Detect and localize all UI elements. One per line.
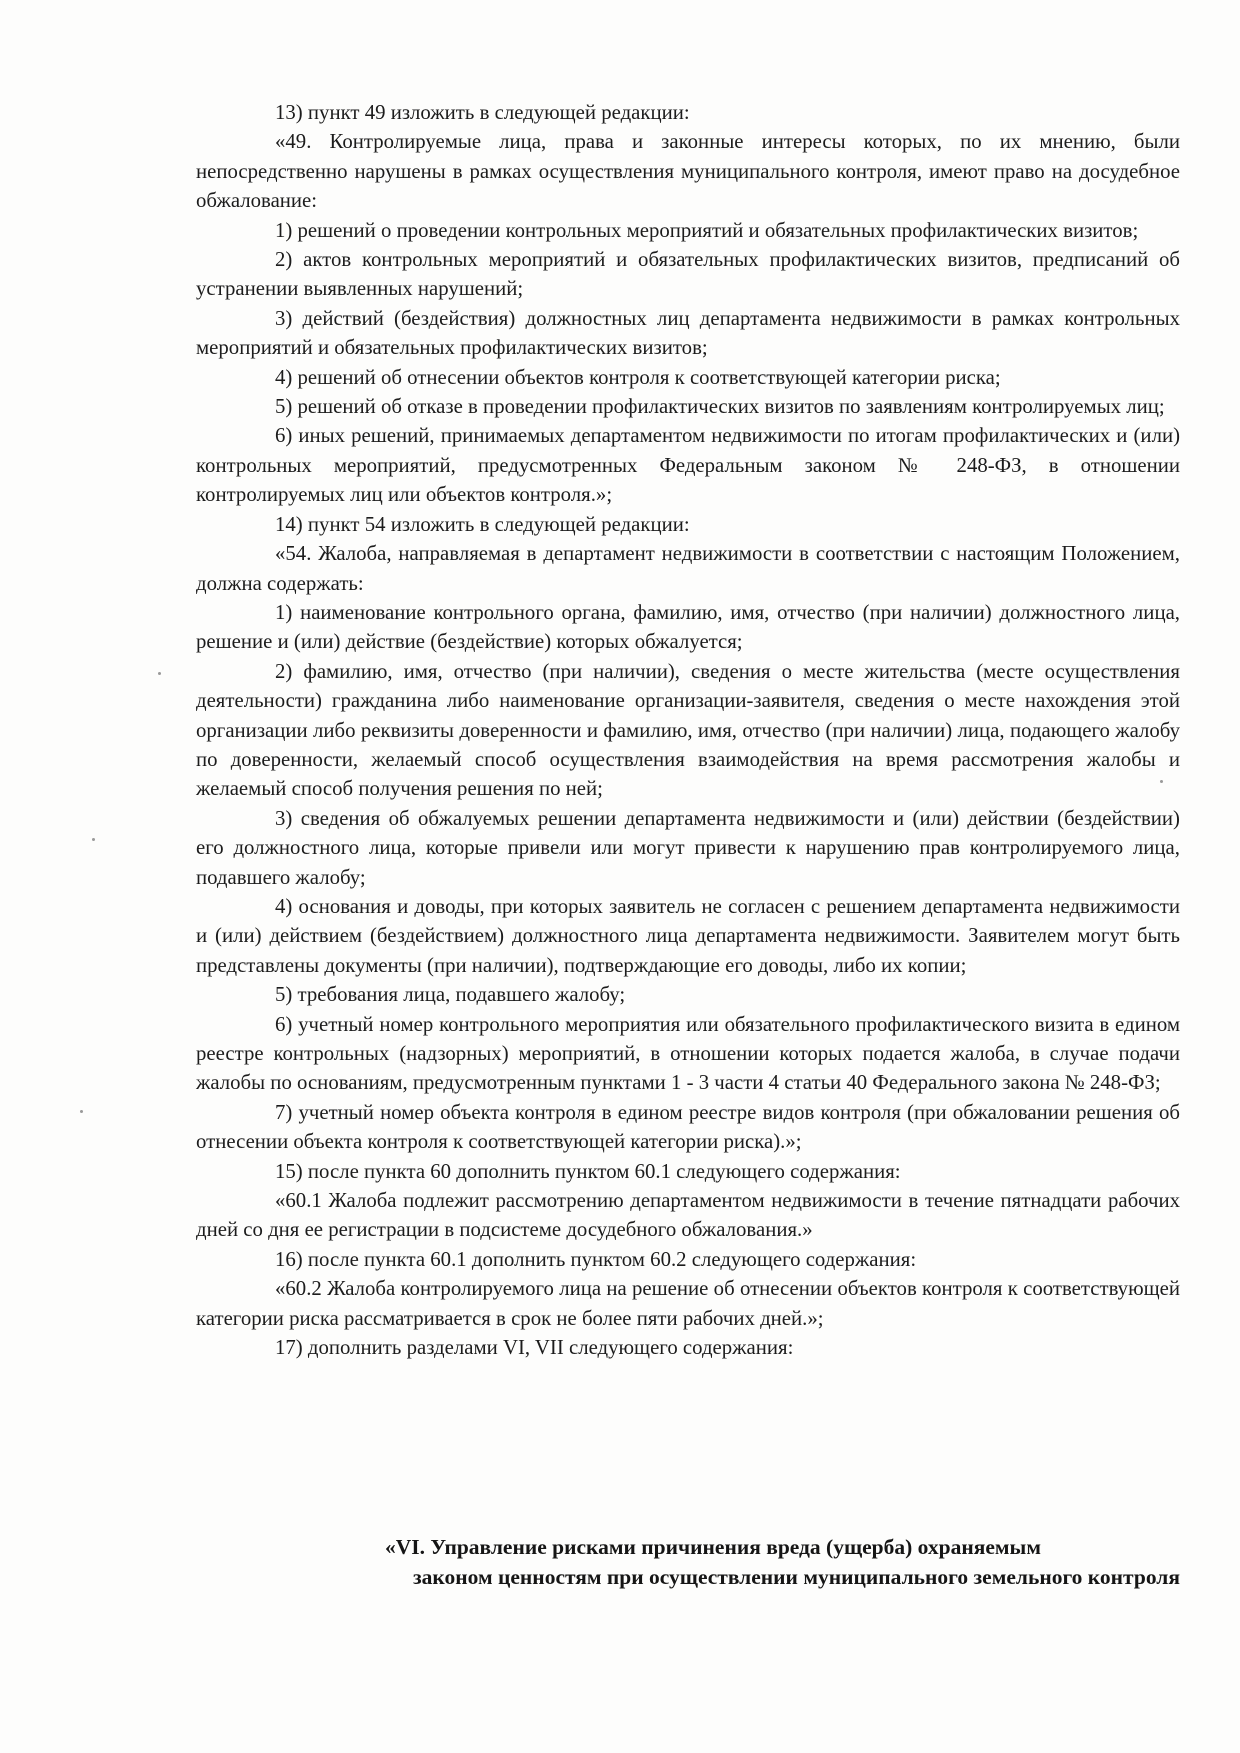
paragraph-17: 17) дополнить разделами VI, VII следующего содержания:	[275, 1336, 794, 1360]
paragraph-49-item-2: 2) актов контрольных мероприятий и обязательных профилактических визитов, предписаний об устранении выявленных нарушений;	[196, 248, 1180, 301]
paragraph-49-item-5: 5) решений об отказе в проведении профилактических визитов по заявлениям контролируемых лиц;	[275, 395, 1165, 419]
section-heading-line-2: законом ценностям при осуществлении муниципального земельного контроля	[413, 1565, 1180, 1589]
paragraph-54-item-2: 2) фамилию, имя, отчество (при наличии), сведения о месте жительства (месте осуществления деятельности) гражданина либо наименование организации-заявителя, сведения о месте нахождения этой организации либо реквизиты доверенности и фамилию, имя, отчество (при наличии) лица, подающего жалобу по доверенности, желаемый способ осуществления взаимодействия на время рассмотрения жалобы и желаемый способ получения решения по ней;	[196, 659, 1180, 801]
scan-speck	[80, 1110, 83, 1113]
paragraph-60-2: «60.2 Жалоба контролируемого лица на решение об отнесении объектов контроля к соответствующей категории риска рассматривается в срок не более пяти рабочих дней.»;	[196, 1277, 1180, 1330]
paragraph-54-item-5: 5) требования лица, подавшего жалобу;	[275, 983, 626, 1007]
paragraph-54-item-1: 1) наименование контрольного органа, фамилию, имя, отчество (при наличии) должностного лица, решение и (или) действие (бездействие) которых обжалуется;	[196, 600, 1180, 654]
paragraph-15: 15) после пункта 60 дополнить пунктом 60.1 следующего содержания:	[275, 1159, 901, 1183]
section-heading-line-1: «VI. Управление рисками причинения вреда (ущерба) охраняемым	[385, 1535, 1041, 1559]
document-body	[196, 98, 1180, 1362]
paragraph-54-item-4: 4) основания и доводы, при которых заявитель не согласен с решением департамента недвижимости и (или) действием (бездействием) должностного лица департамента недвижимости. Заявителем могут быть представлены документы (при наличии), подтверждающие его доводы, либо их копии;	[196, 894, 1180, 977]
paragraph-49-item-1: 1) решений о проведении контрольных мероприятий и обязательных профилактических визитов;	[275, 218, 1139, 242]
paragraph-54-intro: «54. Жалоба, направляемая в департамент недвижимости в соответствии с настоящим Положением, должна содержать:	[196, 542, 1180, 595]
scan-speck	[1160, 780, 1163, 783]
paragraph-49-intro: «49. Контролируемые лица, права и законные интересы которых, по их мнению, были непосредственно нарушены в рамках осуществления муниципального контроля, имеют право на досудебное обжалование:	[196, 130, 1180, 213]
paragraph-13: 13) пункт 49 изложить в следующей редакции:	[275, 101, 690, 124]
paragraph-60-1: «60.1 Жалоба подлежит рассмотрению департаментом недвижимости в течение пятнадцати рабочих дней со дня ее регистрации в подсистеме досудебного обжалования.»	[196, 1189, 1180, 1242]
paragraph-49-item-6: 6) иных решений, принимаемых департаментом недвижимости по итогам профилактических и (или) контрольных мероприятий, предусмотренных Федеральным законом № 248-ФЗ, в отношении контролируемых лиц или объектов контроля.»;	[196, 424, 1180, 507]
section-heading	[196, 1532, 1180, 1592]
paragraph-16: 16) после пункта 60.1 дополнить пунктом 60.2 следующего содержания:	[275, 1247, 917, 1271]
scan-speck	[92, 838, 95, 841]
paragraph-54-item-6: 6) учетный номер контрольного мероприятия или обязательного профилактического визита в едином реестре контрольных (надзорных) мероприятий, в отношении которых подается жалоба, в случае подачи жалобы по основаниям, предусмотренным пунктами 1 - 3 части 4 статьи 40 Федерального закона № 248-ФЗ;	[196, 1012, 1180, 1095]
paragraph-14: 14) пункт 54 изложить в следующей редакции:	[275, 512, 690, 536]
paragraph-49-item-4: 4) решений об отнесении объектов контроля к соответствующей категории риска;	[275, 365, 1001, 389]
paragraph-49-item-3: 3) действий (бездействия) должностных лиц департамента недвижимости в рамках контрольных мероприятий и обязательных профилактических визитов;	[196, 306, 1180, 360]
paragraph-54-item-3: 3) сведения об обжалуемых решении департамента недвижимости и (или) действии (бездействии) его должностного лица, которые привели или могут привести к нарушению прав контролируемого лица, подавшего жалобу;	[196, 806, 1180, 889]
paragraph-54-item-7: 7) учетный номер объекта контроля в едином реестре видов контроля (при обжаловании решения об отнесении объекта контроля к соответствующей категории риска).»;	[196, 1100, 1180, 1154]
scan-speck	[158, 672, 161, 675]
